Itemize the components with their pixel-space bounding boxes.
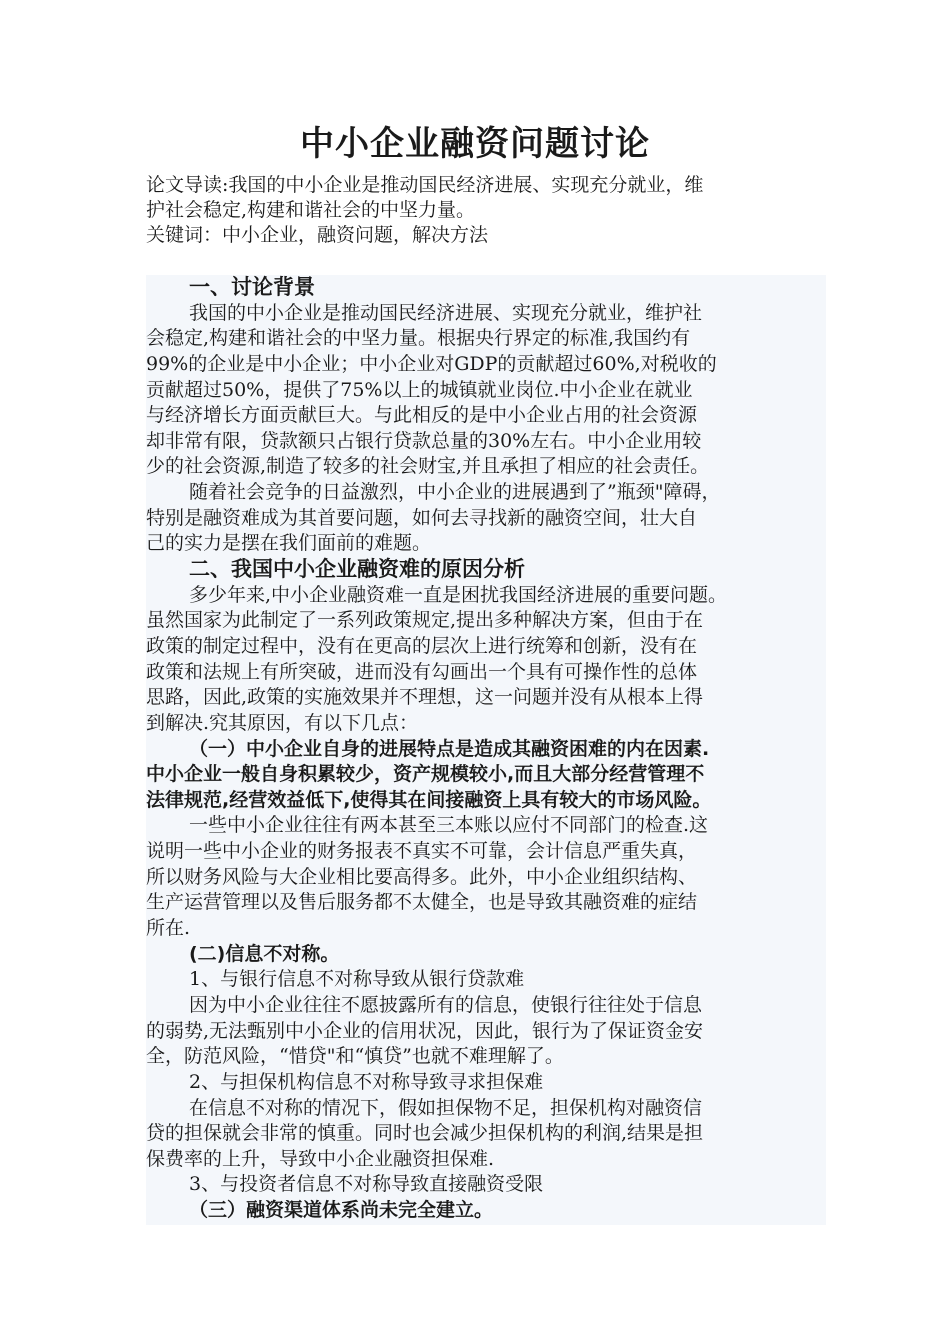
- text-line: 己的实力是摆在我们面前的难题。: [146, 532, 432, 555]
- text-line: 到解决.究其原因，有以下几点：: [146, 711, 419, 734]
- text-line: 随着社会竞争的日益激烈，中小企业的进展遇到了”瓶颈"障碍，: [189, 481, 721, 504]
- text-line: 多少年来,中小企业融资难一直是困扰我国经济进展的重要问题。: [189, 583, 728, 606]
- text-line: 2、与担保机构信息不对称导致寻求担保难: [189, 1070, 544, 1093]
- text-line: 所在.: [146, 917, 191, 940]
- text-line: 99%的企业是中小企业；中小企业对GDP的贡献超过60%,对税收的: [146, 352, 717, 375]
- intro-line: 论文导读:我国的中小企业是推动国民经济进展、实现充分就业，维: [146, 174, 704, 196]
- text-line: 一些中小企业往往有两本甚至三本账以应付不同部门的检查.这: [189, 814, 709, 837]
- keywords-line: 关键词：中小企业，融资问题，解决方法: [146, 224, 489, 246]
- text-line: 说明一些中小企业的财务报表不真实不可靠，会计信息严重失真，: [146, 840, 698, 863]
- text-line: 所以财务风险与大企业相比要高得多。此外，中小企业组织结构、: [146, 865, 698, 888]
- text-line: 政策的制定过程中，没有在更高的层次上进行统筹和创新，没有在: [146, 634, 698, 657]
- document-title: 中小企业融资问题讨论: [300, 124, 650, 164]
- text-line: 我国的中小企业是推动国民经济进展、实现充分就业，维护社: [189, 301, 703, 324]
- section-heading: 二、我国中小企业融资难的原因分析: [189, 557, 525, 582]
- subsection-heading: （三）融资渠道体系尚未完全建立。: [189, 1199, 494, 1222]
- text-line: 与经济增长方面贡献巨大。与此相反的是中小企业占用的社会资源: [146, 404, 698, 427]
- text-line: 1、与银行信息不对称导致从银行贷款难: [189, 968, 525, 991]
- section-heading: 一、讨论背景: [189, 275, 315, 299]
- subsection-heading: (二)信息不对称。: [189, 942, 340, 965]
- text-line: 却非常有限，贷款额只占银行贷款总量的30%左右。中小企业用较: [146, 429, 702, 452]
- text-line: 思路，因此,政策的实施效果并不理想，这一问题并没有从根本上得: [146, 686, 704, 709]
- text-line: 生产运营管理以及售后服务都不太健全，也是导致其融资难的症结: [146, 891, 698, 914]
- text-line: 贷的担保就会非常的慎重。同时也会减少担保机构的利润,结果是担: [146, 1122, 704, 1145]
- text-line: 在信息不对称的情况下，假如担保物不足，担保机构对融资信: [189, 1096, 703, 1119]
- text-line: 特别是融资难成为其首要问题，如何去寻找新的融资空间，壮大自: [146, 506, 698, 529]
- text-line: 的弱势,无法甄别中小企业的信用状况，因此，银行为了保证资金安: [146, 1019, 704, 1042]
- text-line: 虽然国家为此制定了一系列政策规定,提出多种解决方案，但由于在: [146, 609, 704, 632]
- intro-line: 护社会稳定,构建和谐社会的中坚力量。: [146, 199, 476, 221]
- text-line: 因为中小企业往往不愿披露所有的信息，使银行往往处于信息: [189, 993, 703, 1016]
- text-line: 保费率的上升，导致中小企业融资担保难.: [146, 1147, 495, 1170]
- bold-text-line: 法律规范,经营效益低下,使得其在间接融资上具有较大的市场风险。: [146, 788, 712, 811]
- subsection-heading: （一）中小企业自身的进展特点是造成其融资困难的内在因素.: [189, 737, 710, 760]
- text-line: 全，防范风险，“惜贷"和“慎贷”也就不难理解了。: [146, 1045, 564, 1068]
- text-line: 贡献超过50%，提供了75%以上的城镇就业岗位.中小企业在就业: [146, 378, 693, 401]
- text-line: 3、与投资者信息不对称导致直接融资受限: [189, 1173, 544, 1196]
- intro-block: [146, 173, 816, 248]
- bold-text-line: 中小企业一般自身积累较少，资产规模较小,而且大部分经营管理不: [146, 763, 705, 786]
- body-text: [146, 275, 826, 1224]
- text-line: 会稳定,构建和谐社会的中坚力量。根据央行界定的标准,我国约有: [146, 327, 691, 350]
- text-line: 少的社会资源,制造了较多的社会财宝,并且承担了相应的社会责任。: [146, 455, 710, 478]
- text-line: 政策和法规上有所突破，进而没有勾画出一个具有可操作性的总体: [146, 660, 698, 683]
